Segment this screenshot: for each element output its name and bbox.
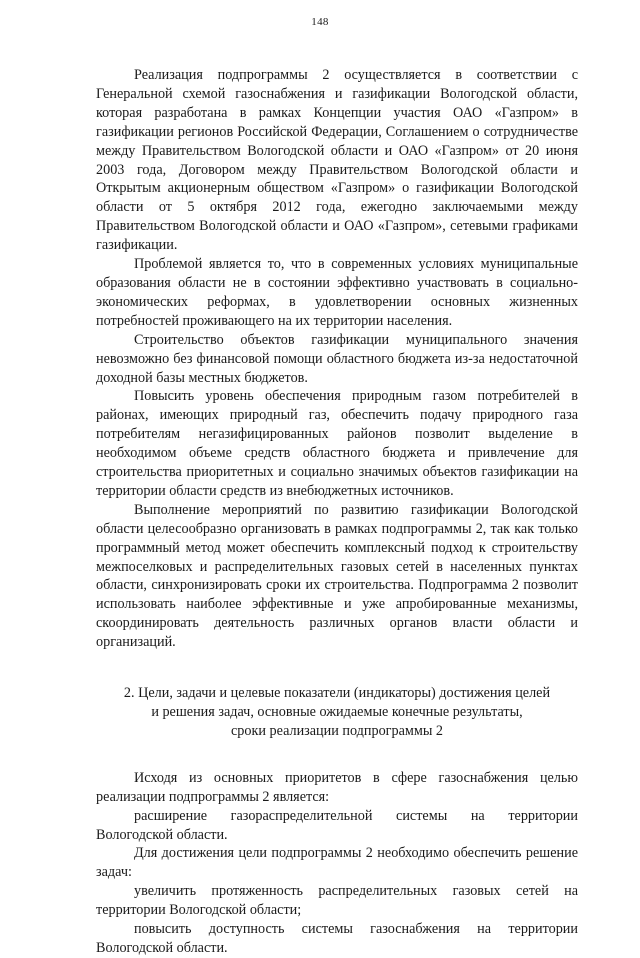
section-heading-line-2: и решения задач, основные ожидаемые конечные результаты, — [151, 704, 523, 720]
paragraph-task-2: повысить доступность системы газоснабжения на территории Вологодской области. — [96, 921, 578, 956]
paragraph-goal: расширение газораспределительной системы на территории Вологодской области. — [96, 807, 578, 843]
section-heading-line-3: сроки реализации подпрограммы 2 — [230, 722, 444, 739]
section-heading-line-1: 2. Цели, задачи и целевые показатели (индикаторы) достижения целей — [123, 685, 551, 702]
page-content — [96, 66, 578, 958]
paragraph-legal-basis: Реализация подпрограммы 2 осуществляется в соответствии с Генеральной схемой газоснабжения и газификации Вологодской области, которая разработана в рамках Концепции участия ОАО «Газпром» в газификации регионов Российской Федерации, Соглашением о сотрудничестве между Правительством Вологодской области и ОАО «Газпром» от 20 июня 2003 года, Договором между Правительством Вологодской области и Открытым акционерным обществом «Газпром» о газификации Вологодской области от 5 октября 2012 года, ежегодно заключаемыми между Правительством Вологодской области и ОАО «Газпром», сетевыми графиками газификации. — [96, 67, 578, 254]
paragraph-supply-level: Повысить уровень обеспечения природным газом потребителей в районах, имеющих природный газ, обеспечить подачу природного газа потребителям негазифицированных районов позволит выделение в необходимом объеме средств областного бюджета и привлечение для строительства приоритетных и социально значимых объектов газификации на территории области средств из внебюджетных источников. — [96, 388, 578, 499]
section-heading — [96, 684, 578, 741]
page-number: 148 — [311, 16, 329, 28]
paragraph-problem: Проблемой является то, что в современных условиях муниципальные образования области не в состоянии эффективно участвовать в социально-экономических реформах, в удовлетворении основных жизненных потребностей проживающего на их территории населения. — [96, 256, 578, 329]
paragraph-goal-intro: Исходя из основных приоритетов в сфере газоснабжения целью реализации подпрограммы 2 является: — [96, 769, 578, 805]
paragraph-implementation: Выполнение мероприятий по развитию газификации Вологодской области целесообразно организовать в рамках подпрограммы 2, так как только программный метод может обеспечить комплексный подход к строительству межпоселковых и распределительных газовых сетей в населенных пунктах области, синхронизировать сроки их строительства. Подпрограмма 2 позволит использовать наиболее эффективные и уже апробированные механизмы, скоординировать деятельность различных органов власти области и организаций. — [96, 501, 578, 651]
paragraph-tasks-intro: Для достижения цели подпрограммы 2 необходимо обеспечить решение задач: — [96, 845, 578, 881]
paragraph-construction: Строительство объектов газификации муниципального значения невозможно без финансовой помощи областного бюджета из-за недостаточной доходной базы местных бюджетов. — [96, 331, 578, 386]
paragraph-task-1: увеличить протяженность распределительных газовых сетей на территории Вологодской области; — [96, 883, 578, 919]
